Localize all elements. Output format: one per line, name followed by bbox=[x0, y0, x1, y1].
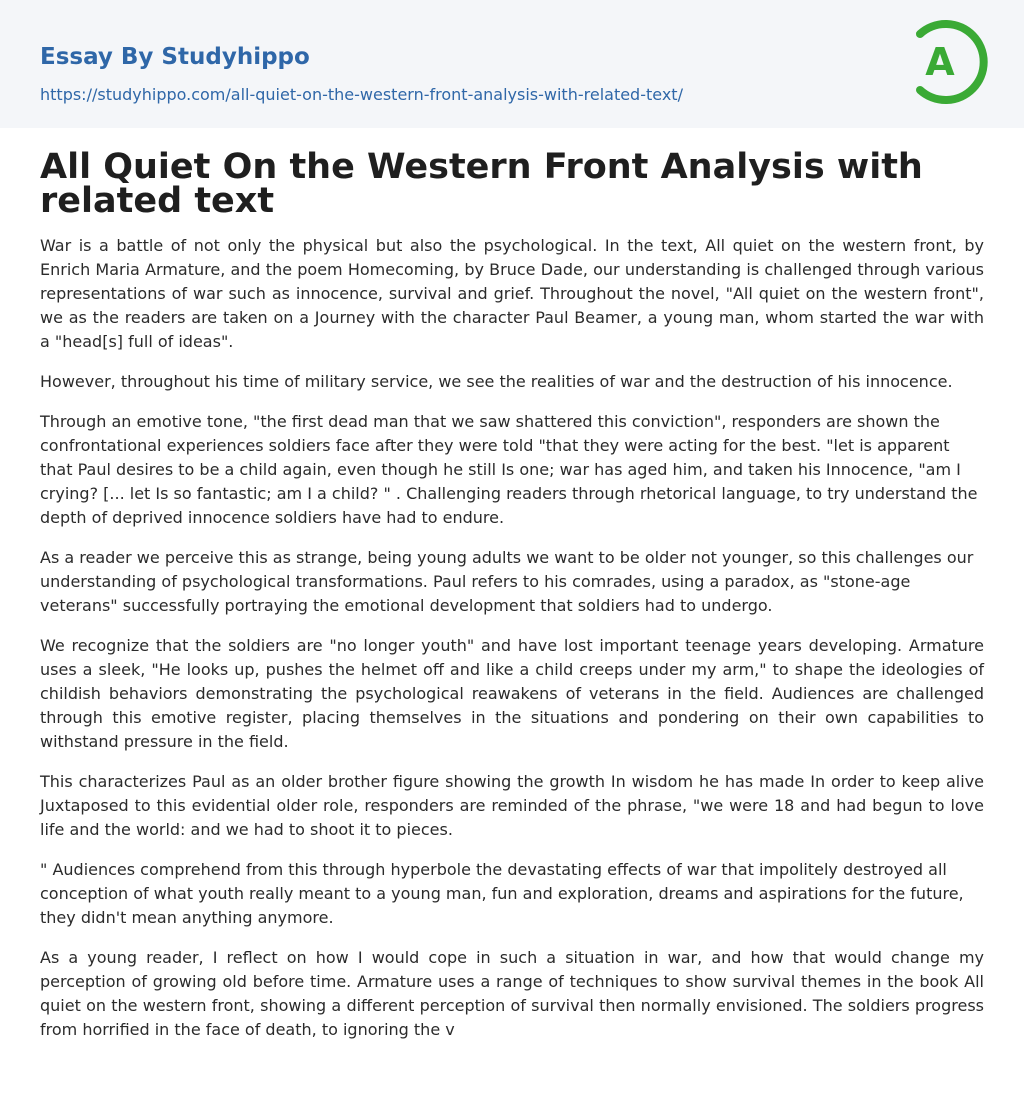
paragraph: As a reader we perceive this as strange, being young adults we want to be older not younger, so this challenges our understanding of psychological transformations. Paul refers to his comrades, using a paradox, as "stone-age veterans" successfully portraying the emotional development that soldiers had to undergo. bbox=[40, 548, 974, 615]
paragraph: We recognize that the soldiers are "no longer youth" and have lost important teenage years developing. Armature uses a sleek, "He looks up, pushes the helmet off and like a child creeps under my arm," to shape the ideologies of childish behaviors demonstrating the psychological reawakens of veterans in the field. Audiences are challenged through this emotive register, placing themselves in the situations and pondering on their own capabilities to withstand pressure in the field. bbox=[40, 636, 984, 751]
studyhippo-logo-icon[interactable] bbox=[912, 18, 988, 106]
paragraph: Through an emotive tone, "the first dead man that we saw shattered this conviction", responders are shown the confrontational experiences soldiers face after they were told "that they were acting for the best. "let is apparent that Paul desires to be a child again, even though he still Is one; war has aged him, and taken his Innocence, "am I crying? [... let Is so fantastic; am I a child? " . Challenging readers through rhetorical language, to try understand the depth of deprived innocence soldiers have had to endure. bbox=[40, 412, 978, 527]
svg-text:A: A bbox=[925, 40, 955, 84]
page-title: All Quiet On the Western Front Analysis with related text bbox=[40, 147, 923, 221]
paragraph: This characterizes Paul as an older brother figure showing the growth In wisdom he has made In order to keep alive Juxtaposed to this evidential older role, responders are reminded of the phrase, "we were 18 and had begun to love life and the world: and we had to shoot it to pieces. bbox=[40, 772, 984, 839]
paragraph: However, throughout his time of military service, we see the realities of war and the destruction of his innocence. bbox=[40, 372, 953, 391]
paragraph: War is a battle of not only the physical but also the psychological. In the text, All quiet on the western front, by Enrich Maria Armature, and the poem Homecoming, by Bruce Dade, our understanding is challenged through various representations of war such as innocence, survival and grief. Throughout the novel, "All quiet on the western front", we as the readers are taken on a Journey with the character Paul Beamer, a young man, whom started the war with a "head[s] full of ideas". bbox=[40, 236, 984, 351]
essay-url-link[interactable]: https://studyhippo.com/all-quiet-on-the-western-front-analysis-with-related-text/ bbox=[40, 85, 683, 104]
brand-title[interactable]: Essay By Studyhippo bbox=[40, 44, 310, 70]
site-header bbox=[0, 0, 1024, 128]
paragraph: As a young reader, I reflect on how I would cope in such a situation in war, and how that would change my perception of growing old before time. Armature uses a range of techniques to show survival themes in the book All quiet on the western front, showing a different perception of survival then normally envisioned. The soldiers progress from horrified in the face of death, to ignoring the v bbox=[40, 948, 984, 1039]
paragraph: " Audiences comprehend from this through hyperbole the devastating effects of war that impolitely destroyed all conception of what youth really meant to a young man, fun and exploration, dreams and aspirations for the future, they didn't mean anything anymore. bbox=[40, 860, 964, 927]
article-body bbox=[40, 234, 984, 1058]
